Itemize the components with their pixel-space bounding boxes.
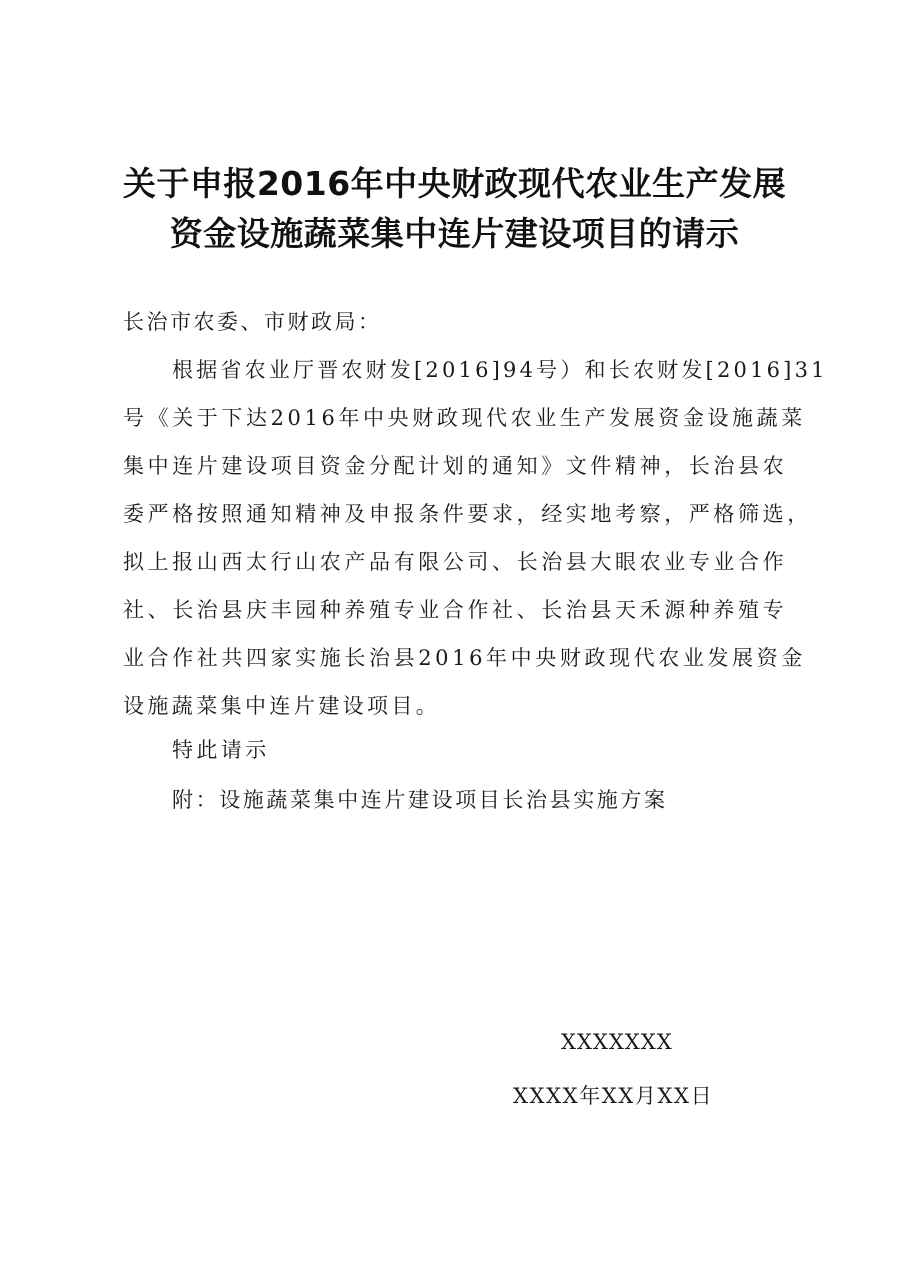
document-date: XXXX年XX月XX日 [513,1084,714,1108]
closing-line: 特此请示 [172,738,270,762]
attachment-line: 附：设施蔬菜集中连片建设项目长治县实施方案 [172,788,668,812]
document-title-line-2: 资金设施蔬菜集中连片建设项目的请示 [169,214,740,253]
body-line: 拟上报山西太行山农产品有限公司、长治县大眼农业专业合作 [123,550,788,574]
body-line: 根据省农业厅晋农财发[2016]94号）和长农财发[2016]31 [172,358,828,382]
salutation: 长治市农委、市财政局： [123,310,382,334]
body-line: 号《关于下达2016年中央财政现代农业生产发展资金设施蔬菜 [123,406,806,430]
body-line: 委严格按照通知精神及申报条件要求，经实地考察，严格筛选， [123,502,812,526]
body-line: 集中连片建设项目资金分配计划的通知》文件精神，长治县农 [123,454,788,478]
body-line: 设施蔬菜集中连片建设项目。 [123,694,441,718]
document-title-line-1: 关于申报2016年中央财政现代农业生产发展 [122,164,787,203]
body-line: 业合作社共四家实施长治县2016年中央财政现代农业发展资金 [123,646,806,670]
body-line: 社、长治县庆丰园种养殖专业合作社、长治县天禾源种养殖专 [123,598,788,622]
signer: XXXXXXX [561,1030,673,1054]
